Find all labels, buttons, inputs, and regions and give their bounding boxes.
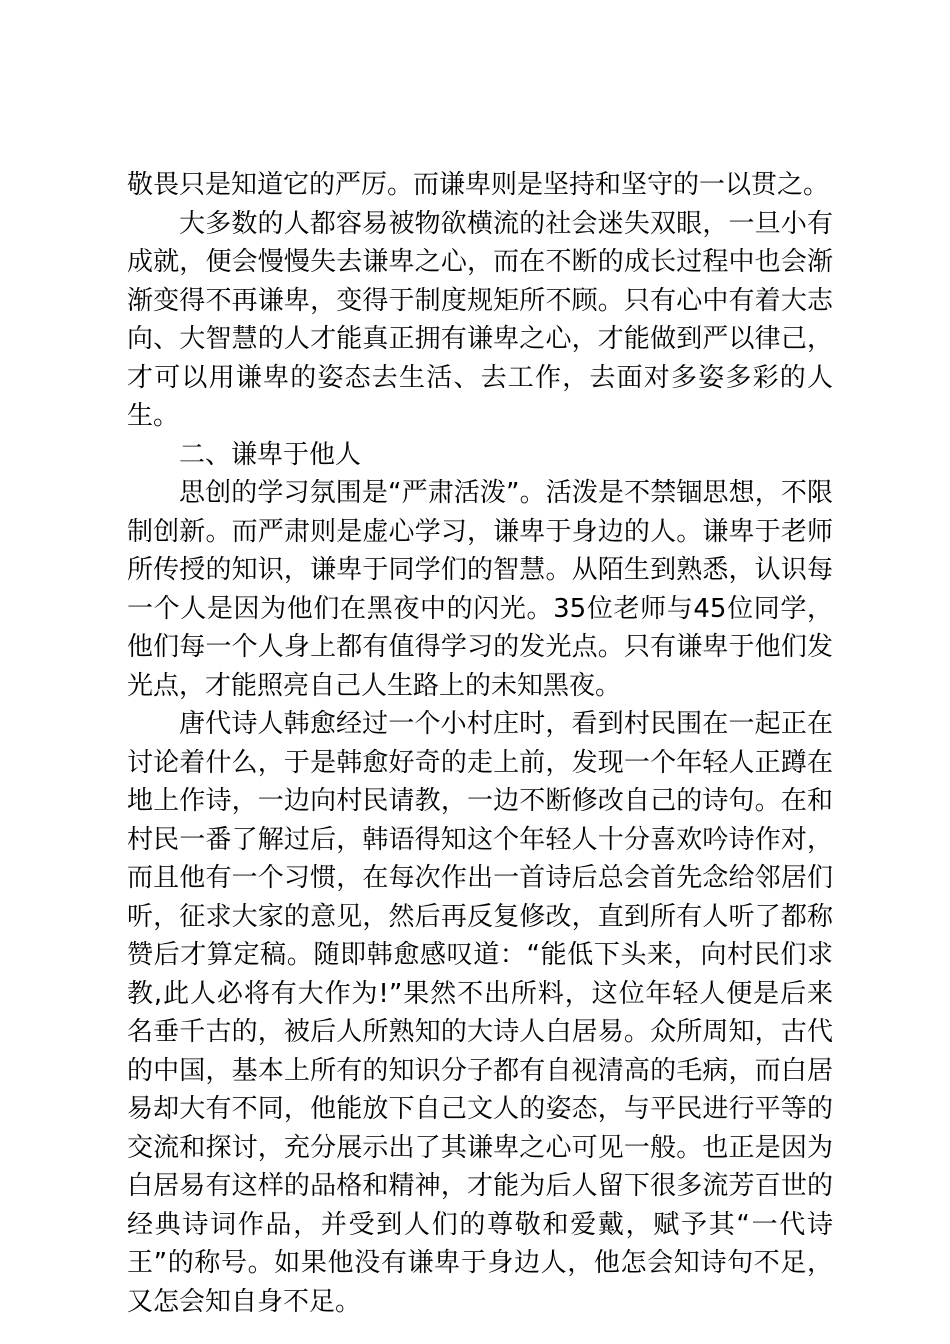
paragraph-learning-atmosphere: 思创的学习氛围是“严肃活泼”。活泼是不禁锢思想，不限制创新。而严肃则是虚心学习，谦卑于身边的人。谦卑于老师所传授的知识，谦卑于同学们的智慧。从陌生到熟悉，认识每一个人是因为他们在黑夜中的闪光。35位老师与45位同学，他们每一个人身上都有值得学习的发光点。只有谦卑于他们发光点，才能照亮自己人生路上的未知黑夜。 — [127, 478, 833, 701]
paragraph-continuation: 敬畏只是知道它的严厉。而谦卑则是坚持和坚守的一以贯之。 — [127, 170, 830, 200]
section-heading-humility-others: 二、谦卑于他人 — [179, 439, 362, 470]
document-page — [127, 166, 833, 1321]
paragraph-bai-juyi-story: 唐代诗人韩愈经过一个小村庄时，看到村民围在一起正在讨论着什么，于是韩愈好奇的走上前，发现一个年轻人正蹲在地上作诗，一边向村民请教，一边不断修改自己的诗句。在和村民一番了解过后，韩语得知这个年轻人十分喜欢吟诗作对，而且他有一个习惯，在每次作出一首诗后总会首先念给邻居们听，征求大家的意见，然后再反复修改，直到所有人听了都称赞后才算定稿。随即韩愈感叹道：“能低下头来，向村民们求教,此人必将有大作为!”果然不出所料，这位年轻人便是后来名垂千古的，被后人所熟知的大诗人白居易。众所周知，古代的中国，基本上所有的知识分子都有自视清高的毛病，而白居易却大有不同，他能放下自己文人的姿态，与平民进行平等的交流和探讨，充分展示出了其谦卑之心可见一般。也正是因为白居易有这样的品格和精神，才能为后人留下很多流芳百世的经典诗词作品，并受到人们的尊敬和爱戴，赋予其“一代诗王”的称号。如果他没有谦卑于身边人，他怎会知诗句不足，又怎会知自身不足。 — [127, 709, 833, 1317]
paragraph-humility-self: 大多数的人都容易被物欲横流的社会迷失双眼，一旦小有成就，便会慢慢失去谦卑之心，而在不断的成长过程中也会渐渐变得不再谦卑，变得于制度规矩所不顾。只有心中有着大志向、大智慧的人才能真正拥有谦卑之心，才能做到严以律己，才可以用谦卑的姿态去生活、去工作，去面对多姿多彩的人生。 — [127, 208, 833, 431]
